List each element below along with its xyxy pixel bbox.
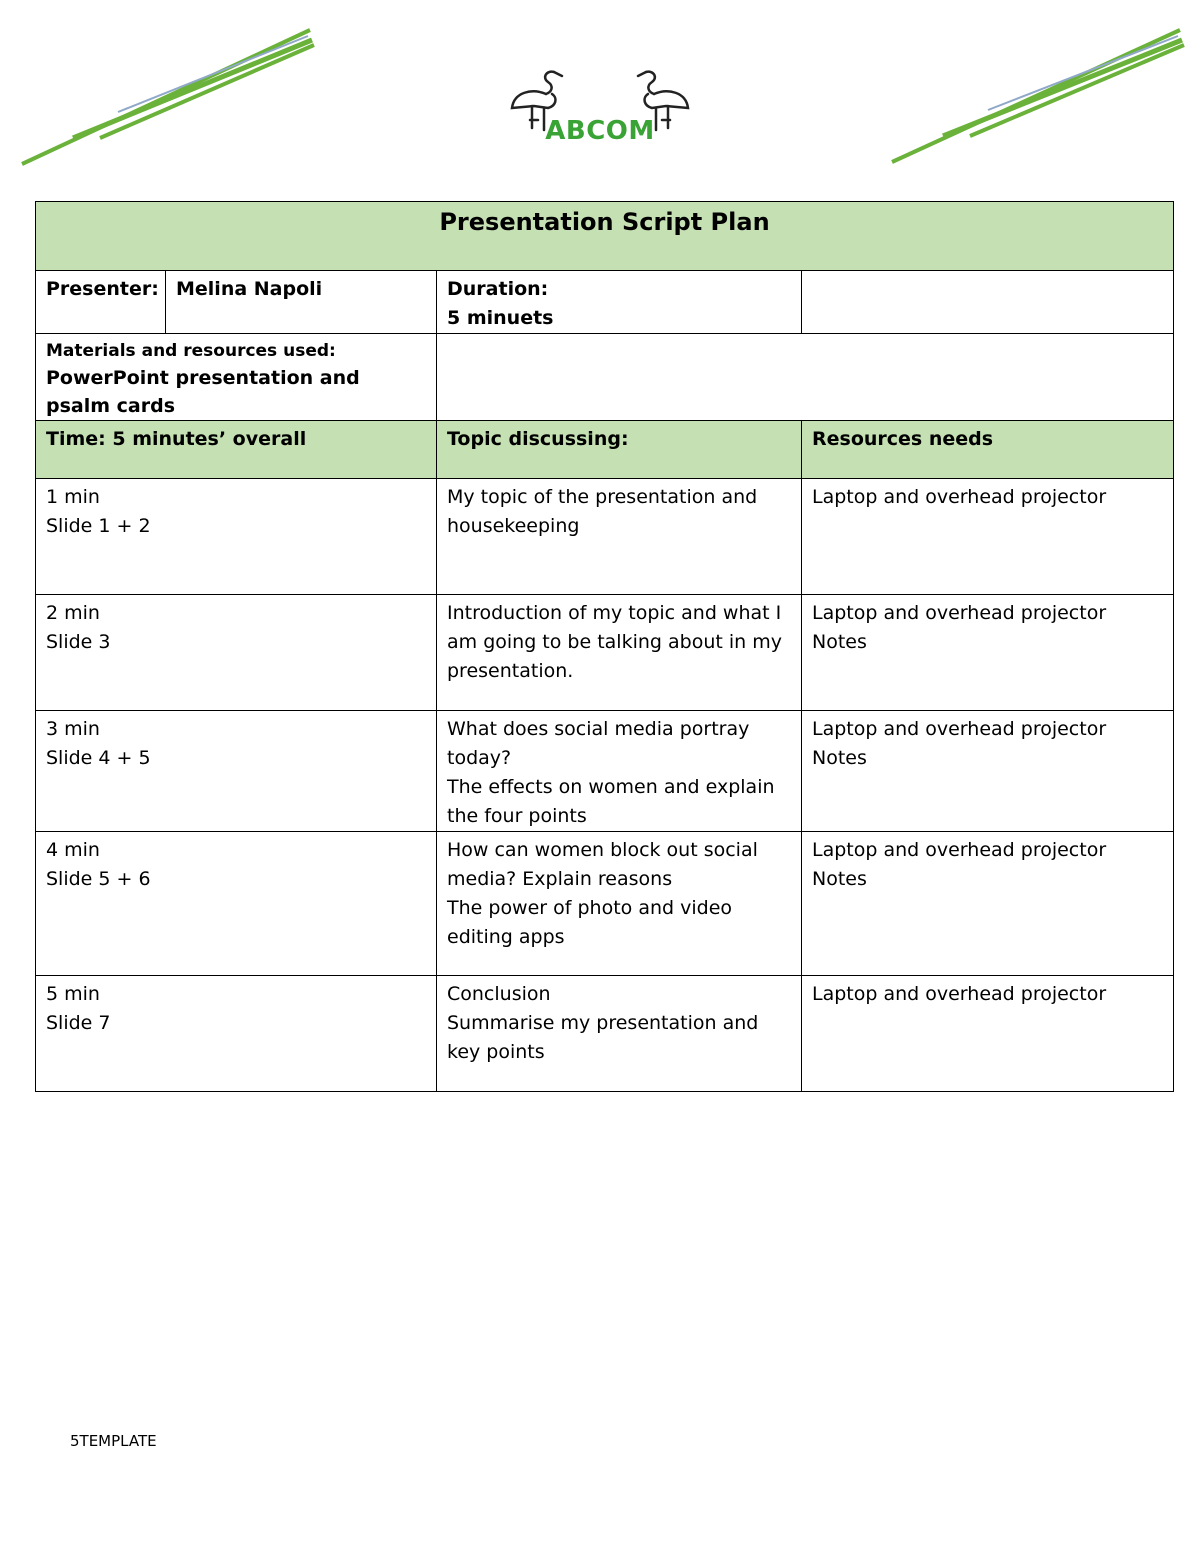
table-row (36, 595, 1174, 711)
resources-text: Laptop and overhead projector (812, 602, 1107, 624)
resources-notes: Notes (812, 747, 867, 769)
resources-text: Laptop and overhead projector (812, 718, 1107, 740)
presenter-label: Presenter: (36, 271, 166, 334)
topic-cell (437, 479, 802, 595)
resources-cell (802, 479, 1174, 595)
topic-cell (437, 976, 802, 1092)
time-minute: 5 min (46, 983, 100, 1005)
resources-notes: Notes (812, 868, 867, 890)
table-row (36, 976, 1174, 1092)
time-cell (36, 976, 437, 1092)
abcom-logo (508, 68, 692, 148)
time-cell (36, 479, 437, 595)
header-time: Time: 5 minutes’ overall (36, 421, 437, 479)
time-slide: Slide 3 (46, 631, 111, 653)
duration-blank-cell (802, 271, 1174, 334)
resources-cell (802, 595, 1174, 711)
materials-blank-cell (437, 334, 1174, 421)
topic-text: What does social media portray today? (447, 718, 750, 769)
time-slide: Slide 5 + 6 (46, 868, 151, 890)
topic-cell (437, 832, 802, 976)
table-row (36, 832, 1174, 976)
logo-text: ABCOM (545, 116, 655, 146)
resources-cell (802, 711, 1174, 832)
table-row (36, 479, 1174, 595)
time-slide: Slide 7 (46, 1012, 111, 1034)
header-topic: Topic discussing: (437, 421, 802, 479)
duration-label: Duration: (447, 278, 549, 300)
topic-text: How can women block out social media? Explain reasons (447, 839, 758, 890)
time-minute: 4 min (46, 839, 100, 861)
materials-cell (36, 334, 437, 421)
resources-text: Laptop and overhead projector (812, 486, 1107, 508)
topic-text: Summarise my presentation and key points (447, 1012, 759, 1063)
resources-cell (802, 832, 1174, 976)
presenter-value: Melina Napoli (166, 271, 437, 334)
decorative-stripes-left (18, 22, 318, 170)
resources-text: Laptop and overhead projector (812, 983, 1107, 1005)
header-resources: Resources needs (802, 421, 1174, 479)
time-cell (36, 595, 437, 711)
topic-cell (437, 595, 802, 711)
time-minute: 1 min (46, 486, 100, 508)
topic-text: Conclusion (447, 983, 551, 1005)
time-cell (36, 711, 437, 832)
script-plan-table (35, 201, 1174, 1092)
materials-value: PowerPoint presentation and psalm cards (46, 367, 360, 417)
time-minute: 2 min (46, 602, 100, 624)
materials-label: Materials and resources used: (46, 341, 336, 361)
resources-text: Laptop and overhead projector (812, 839, 1107, 861)
resources-cell (802, 976, 1174, 1092)
topic-cell (437, 711, 802, 832)
time-minute: 3 min (46, 718, 100, 740)
resources-notes: Notes (812, 631, 867, 653)
time-cell (36, 832, 437, 976)
footer-label: 5TEMPLATE (70, 1432, 157, 1450)
duration-cell (437, 271, 802, 334)
duration-value: 5 minuets (447, 307, 554, 329)
table-title: Presentation Script Plan (36, 202, 1174, 271)
table-row (36, 711, 1174, 832)
topic-text: The power of photo and video editing apps (447, 897, 733, 948)
topic-text: The effects on women and explain the four points (447, 776, 775, 827)
time-slide: Slide 1 + 2 (46, 515, 151, 537)
time-slide: Slide 4 + 5 (46, 747, 151, 769)
topic-text: Introduction of my topic and what I am going to be talking about in my presentation. (447, 602, 782, 682)
decorative-stripes-right (888, 22, 1188, 170)
topic-text: My topic of the presentation and housekeeping (447, 486, 758, 537)
